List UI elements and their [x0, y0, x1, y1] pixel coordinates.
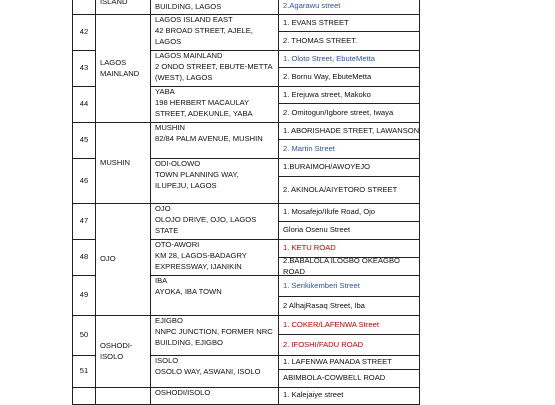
street-name: 2.BABALOLA ILOGBO OKEAGBO: [283, 258, 400, 265]
street-cell: [279, 316, 420, 335]
street-name: 2. IFOSHI/FADU ROAD: [283, 339, 364, 349]
serial-number-cell: [73, 87, 96, 123]
lga-table: [72, 0, 420, 405]
street-name: 1. COKER/LAFENWA Street: [283, 319, 379, 329]
office-address-line: NNPC JUNCTION, FORMER NRC: [155, 326, 273, 336]
office-address-cell: [151, 51, 279, 87]
lga-name-line: OJO: [100, 254, 116, 264]
street-cell: [279, 68, 420, 87]
street-name-group: [283, 225, 350, 236]
serial-number: 50: [79, 330, 89, 340]
street-name: 2 AlhajRasaq Street, Iba: [283, 300, 365, 310]
office-address-line: 2 ONDO STREET, EBUTE-METTA: [155, 61, 273, 71]
office-address-line: STATE: [155, 225, 179, 235]
office-address-line: ISOLO: [155, 356, 179, 365]
street-name: 2.Agarawu street: [283, 1, 341, 10]
office-address-cell: [151, 240, 279, 276]
street-name: ABIMBOLA-COWBELL ROAD: [283, 373, 386, 383]
street-cell: [279, 87, 420, 104]
office-address-line: OJO: [155, 204, 171, 213]
street-cell: [279, 240, 420, 258]
street-name: 2. Martin Street: [283, 143, 335, 153]
office-address-cell: [151, 388, 279, 405]
serial-number: 46: [79, 175, 89, 185]
street-cell: [279, 123, 420, 140]
serial-number: 49: [79, 290, 89, 300]
serial-number: 48: [79, 252, 89, 262]
street-name: Gloria Osenu Street: [283, 225, 351, 235]
lga-name-line: OSHODI-: [100, 340, 133, 350]
street-cell: [279, 204, 420, 222]
office-address-cell: [151, 15, 279, 51]
serial-number: 51: [79, 366, 89, 376]
street-name: 1. Erejuwa street, Makoko: [283, 89, 371, 99]
office-address-cell: [151, 316, 279, 356]
lga-name-line: ISLAND: [100, 0, 128, 6]
street-name: 1. Kalejaiye street: [283, 390, 344, 399]
street-cell: [279, 388, 420, 405]
office-address-line: EJIGBO: [155, 316, 183, 325]
office-address-cell: [151, 87, 279, 123]
office-address-line: LAGOS ISLAND EAST: [155, 15, 233, 24]
office-address-line: 42 BROAD STREET, AJELE,: [155, 25, 253, 35]
serial-number-cell: [73, 388, 96, 405]
street-cell: [279, 222, 420, 240]
serial-number: 44: [79, 99, 89, 109]
street-cell: [279, 177, 420, 204]
office-address-line: YABA: [155, 87, 175, 96]
office-address-line: OSHODI/ISOLO: [155, 388, 211, 397]
office-address-cell: [151, 0, 279, 15]
office-address-cell: [151, 159, 279, 204]
street-cell: [279, 335, 420, 356]
street-name: 1. Serikikemberi Street: [283, 280, 360, 290]
lga-name-cell: [96, 123, 151, 204]
office-address-line: (WEST), LAGOS: [155, 72, 213, 82]
office-address-line: TOWN PLANNING WAY,: [155, 169, 239, 179]
street-name-group: [283, 373, 385, 384]
street-cell: [279, 140, 420, 159]
lga-name-line: MUSHIN: [100, 157, 130, 167]
street-name: 2. Bornu Way, EbuteMetta: [283, 71, 372, 81]
lga-name-cell: [96, 15, 151, 123]
lga-name-cell: [96, 0, 151, 15]
street-cell: [279, 276, 420, 297]
street-cell: [279, 51, 420, 68]
street-cell: [279, 15, 420, 32]
office-address-line: OTO-AWORI: [155, 240, 200, 249]
street-name-group: [283, 340, 363, 351]
office-address-line: LAGOS: [155, 36, 182, 46]
lga-name: [100, 158, 130, 169]
street-name: 1. ABORISHADE STREET, LAWANSON: [283, 125, 420, 135]
office-address-line: OSOLO WAY, ASWANI, ISOLO: [155, 366, 261, 376]
street-cell: [279, 0, 420, 15]
serial-number: 45: [79, 135, 89, 145]
street-name-group: [283, 185, 397, 196]
office-address-line: STREET, ADEKUNLE, YABA: [155, 108, 253, 118]
street-name: 1.BURAIMOH/AWOYEJO: [283, 162, 371, 172]
serial-number-cell: [73, 123, 96, 159]
serial-number-cell: [73, 204, 96, 240]
serial-number: 42: [79, 27, 89, 37]
street-name: 1. LAFENWA PANADA STREET: [283, 357, 392, 367]
office-address-line: EXPRESSWAY, IJANIKIN: [155, 261, 242, 271]
street-name-group: [283, 36, 357, 47]
serial-number: 43: [79, 63, 89, 73]
office-address-line: OLOJO DRIVE, OJO, LAGOS: [155, 214, 257, 224]
serial-number-cell: [73, 51, 96, 87]
street-cell: [279, 32, 420, 51]
office-address-line: 82/84 PALM AVENUE, MUSHIN: [155, 133, 263, 143]
street-cell: [279, 258, 420, 276]
lga-name: [100, 0, 127, 8]
office-address-cell: [151, 204, 279, 240]
lga-name-cell: [96, 316, 151, 388]
street-name-group: [283, 144, 335, 155]
street-name: 1. Oloto Street, EbuteMetta: [283, 53, 376, 63]
street-name-group: [283, 301, 365, 312]
street-cell: [279, 104, 420, 123]
street-name-group: [283, 258, 400, 276]
lga-name: [100, 341, 133, 363]
serial-number-cell: [73, 15, 96, 51]
office-address-line: BUILDING, LAGOS: [155, 2, 222, 11]
lga-name-line: LAGOS: [100, 57, 127, 67]
office-address-cell: [151, 356, 279, 388]
lga-name-line: MAINLAND: [100, 68, 140, 78]
street-name: 1. EVANS STREET: [283, 17, 349, 27]
lga-name: [100, 254, 116, 265]
street-name-group: [283, 72, 371, 83]
office-address-line: MUSHIN: [155, 123, 185, 132]
office-address-line: BUILDING, EJIGBO: [155, 337, 223, 347]
serial-number-cell: [73, 276, 96, 316]
street-name: 1. KETU ROAD: [283, 243, 336, 253]
office-address-cell: [151, 123, 279, 159]
serial-number: 47: [79, 216, 89, 226]
office-address-cell: [151, 276, 279, 316]
street-cell: [279, 297, 420, 316]
street-name: 2. THOMAS STREET.: [283, 35, 358, 45]
street-name: ROAD: [283, 266, 305, 276]
lga-name-cell: [96, 204, 151, 316]
street-cell: [279, 370, 420, 388]
street-name: 2. AKINOLA/AIYETORO STREET: [283, 184, 398, 194]
office-address-line: ILUPEJU, LAGOS: [155, 180, 217, 190]
serial-number-cell: [73, 0, 96, 15]
lga-name-cell: [96, 388, 151, 405]
office-address-line: 198 HERBERT MACAULAY: [155, 97, 250, 107]
lga-name: [100, 58, 139, 80]
serial-number-cell: [73, 356, 96, 388]
office-address-line: KM 28, LAGOS-BADAGRY: [155, 250, 247, 260]
office-address-line: IBA: [155, 276, 168, 285]
street-cell: [279, 356, 420, 370]
street-name: 1. Mosafejo/Ilufe Road, Ojo: [283, 207, 376, 217]
serial-number-cell: [73, 240, 96, 276]
office-address-line: AYOKA, IBA TOWN: [155, 286, 222, 296]
street-cell: [279, 159, 420, 177]
serial-number-cell: [73, 316, 96, 356]
office-address-line: ODI-OLOWO: [155, 159, 201, 168]
street-name: 2. Omitogun/Igbore street, Iwaya: [283, 107, 394, 117]
lga-name-line: ISOLO: [100, 351, 124, 361]
street-name-group: [283, 108, 393, 119]
serial-number-cell: [73, 159, 96, 204]
office-address-line: LAGOS MAINLAND: [155, 51, 223, 60]
